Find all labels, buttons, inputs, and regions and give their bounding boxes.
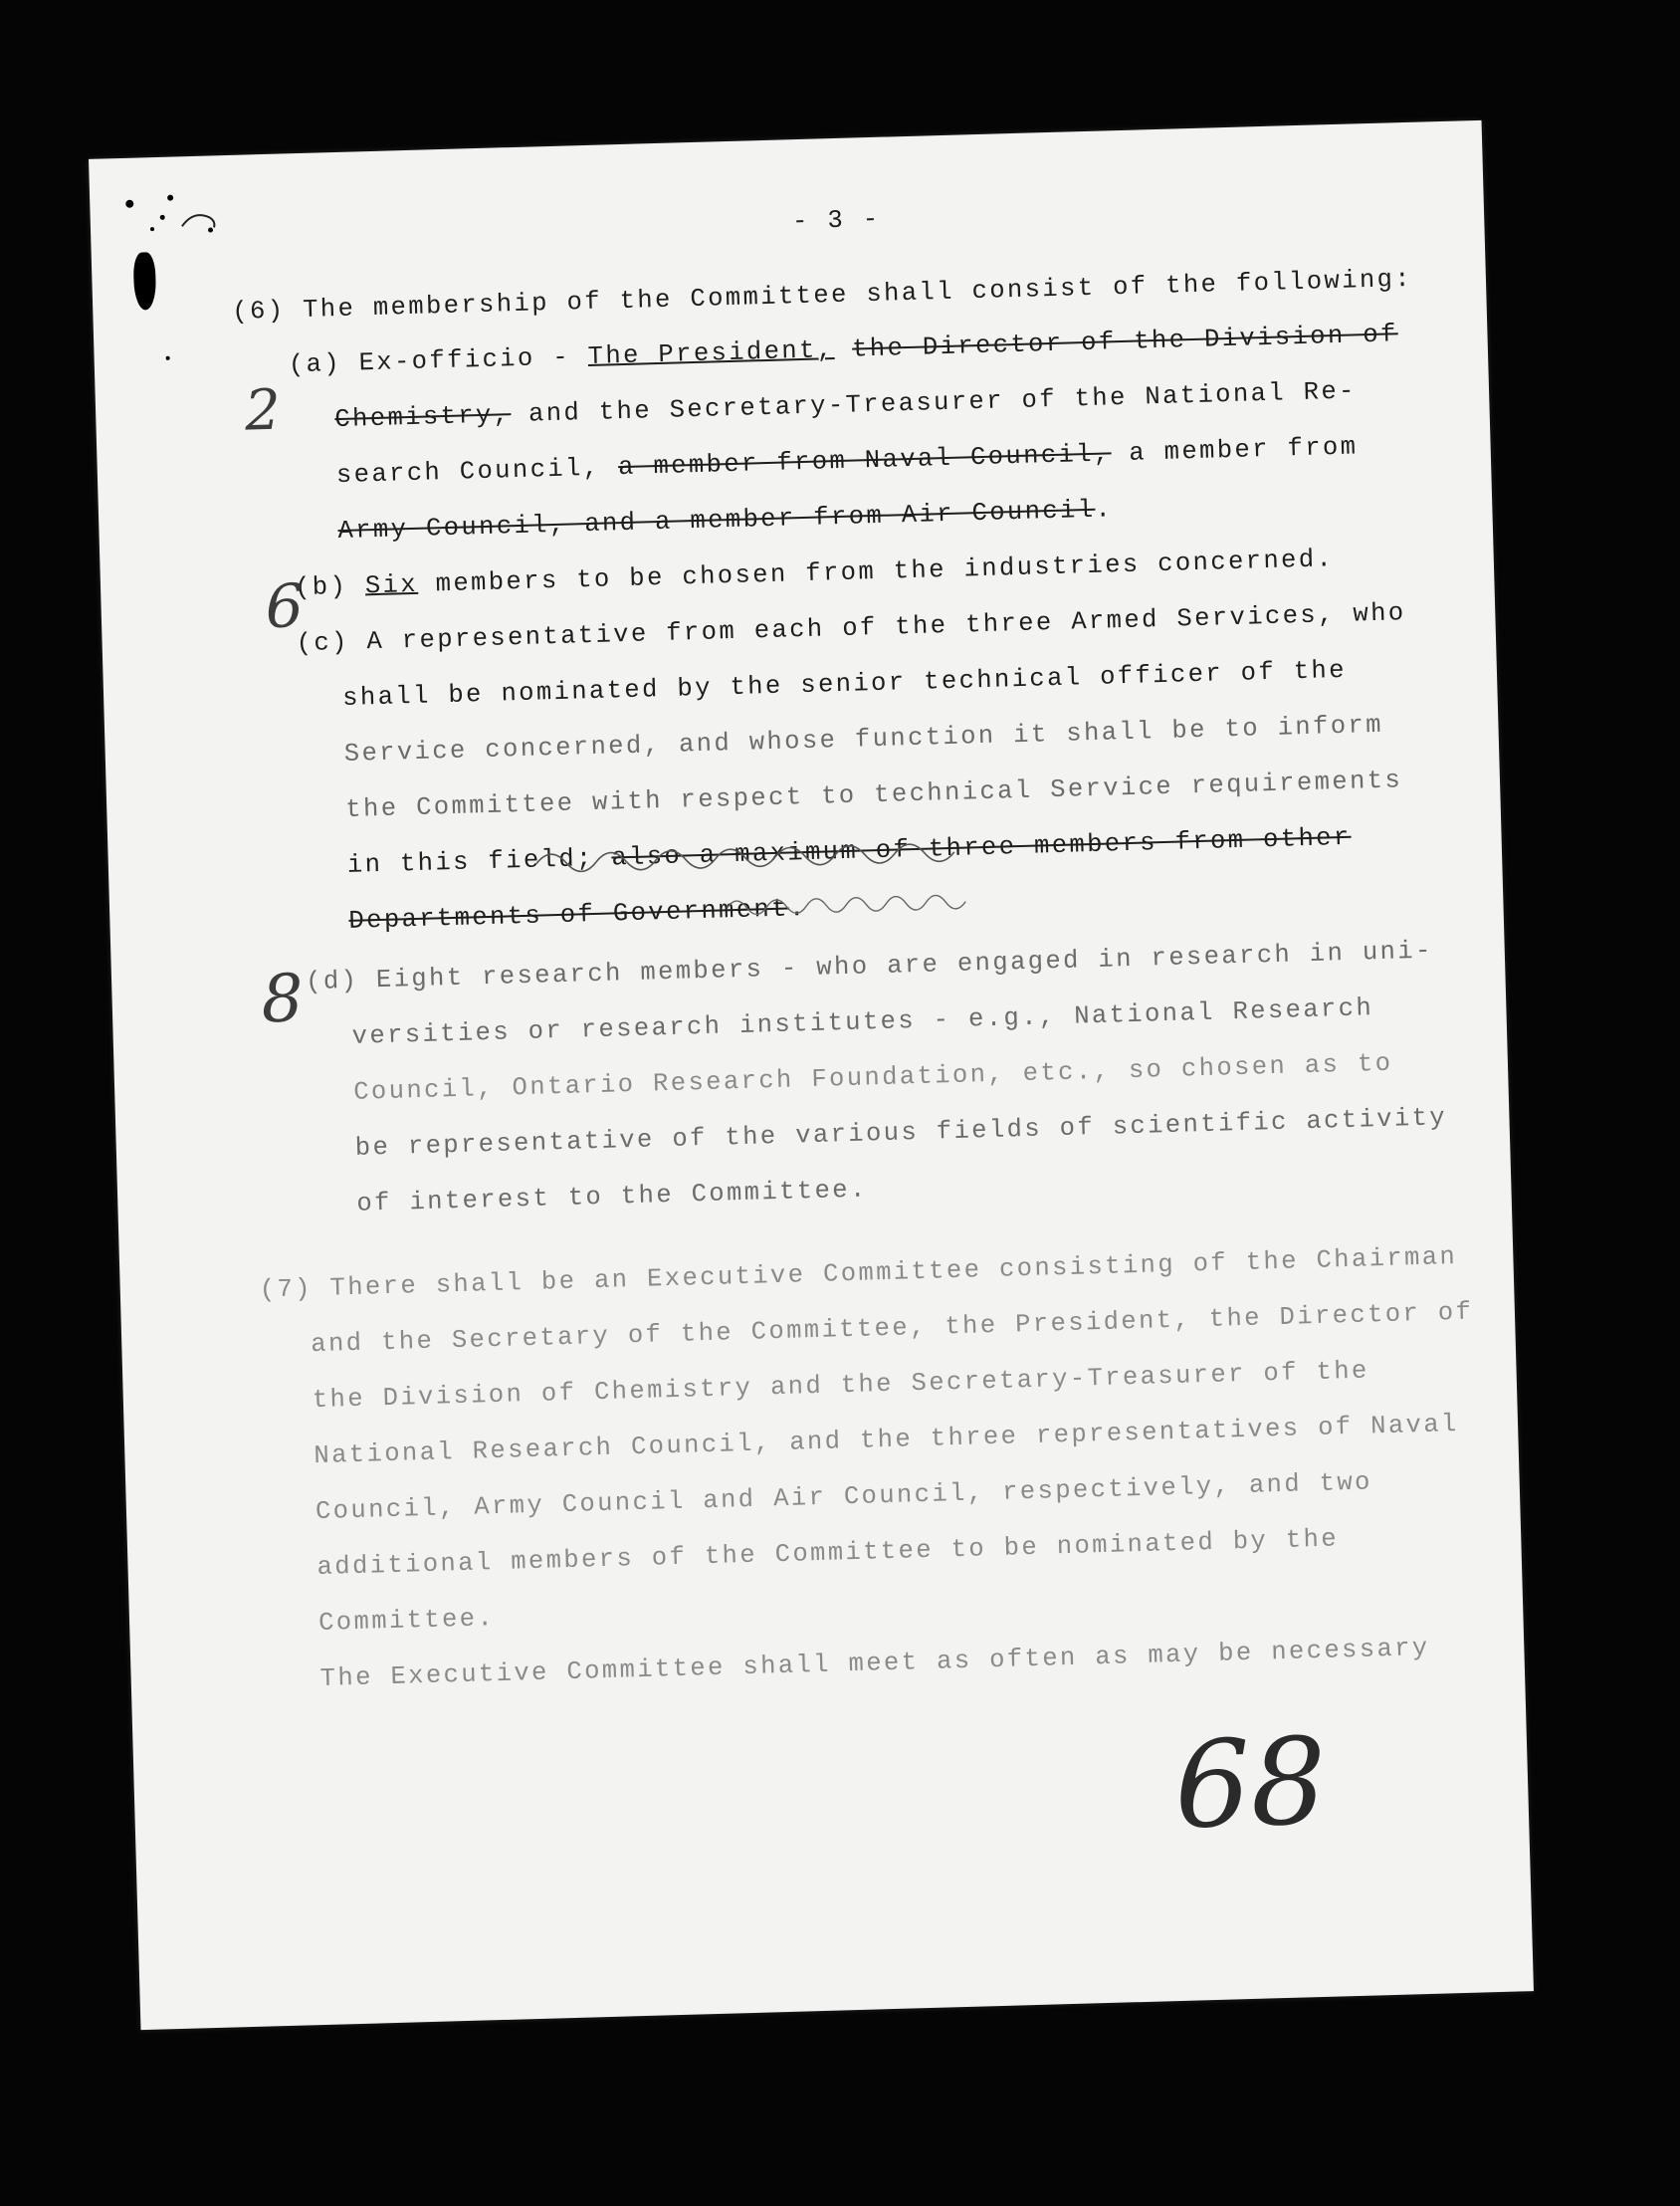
section-7-line1: (7) There shall be an Executive Committee consisting of the Chairman	[259, 1241, 1458, 1305]
section-7-line6: additional members of the Committee to be nominated by the	[316, 1524, 1340, 1583]
margin-number-6: 6	[264, 571, 305, 643]
president-text: The President,	[587, 335, 835, 371]
section-6a-line1	[289, 322, 1399, 378]
pen-scribble	[525, 819, 1046, 933]
section-7-line4: National Research Council, and the three representatives of Naval	[314, 1409, 1460, 1471]
document-page	[89, 120, 1534, 2030]
section-6d-line3: Council, Ontario Research Foundation, etc., so chosen as to	[352, 1048, 1393, 1107]
page-total-68: 68	[1172, 1712, 1329, 1857]
section-7-line5: Council, Army Council and Air Council, respectively, and two	[315, 1467, 1373, 1527]
section-7-line7: Committee.	[317, 1604, 496, 1639]
section-6c-line4: the Committee with respect to technical Service requirements	[344, 766, 1403, 824]
section-6a-label: (a) Ex-officio -	[288, 341, 589, 380]
section-6c-line2: shall be nominated by the senior technical officer of the	[341, 655, 1348, 713]
section-6d-line5: of interest to the Committee.	[356, 1175, 869, 1218]
section-6d-line1: (d) Eight research members - who are engaged in research in uni-	[305, 936, 1434, 997]
section-6a-line3-start: search Council,	[335, 453, 619, 491]
ink-speck	[160, 215, 165, 220]
ink-hook-mark	[179, 207, 220, 232]
section-6a-line4-end: .	[1095, 495, 1114, 525]
section-7-line8: The Executive Committee shall meet as often as may be necessary	[319, 1633, 1430, 1694]
struck-chemistry-text: Chemistry,	[334, 400, 512, 435]
ink-speck	[125, 200, 133, 208]
section-6a-line2	[334, 376, 1358, 435]
section-6c-line3: Service concerned, and whose function it shall be to inform	[343, 710, 1384, 769]
ink-blot	[133, 252, 157, 311]
section-6a-line3	[335, 432, 1359, 491]
section-6b-text: members to be chosen from the industries concerned.	[417, 545, 1335, 599]
section-6c-line5-start: in this field;	[346, 843, 612, 880]
ink-speck	[150, 227, 154, 231]
section-6a-line3-end: a member from	[1111, 432, 1359, 469]
section-6b-label: (b)	[294, 571, 366, 603]
ink-speck	[167, 195, 173, 201]
struck-other-depts-text: also a maximum of three members from other	[610, 822, 1353, 873]
page-number: - 3 -	[791, 204, 881, 237]
section-7-line3: the Division of Chemistry and the Secretary-Treasurer of the	[312, 1356, 1370, 1416]
section-6a-line4	[337, 495, 1114, 547]
struck-director-text: the Director of the Division of	[851, 320, 1399, 364]
struck-government-text: Departments of Government	[348, 894, 790, 936]
margin-number-2: 2	[244, 377, 282, 444]
section-6d-line4: be representative of the various fields of scientific activity	[354, 1103, 1448, 1163]
margin-number-8: 8	[260, 960, 305, 1038]
struck-army-air-text: Army Council, and a member from Air Council	[337, 495, 1096, 547]
section-7-line2: and the Secretary of the Committee, the President, the Director of	[310, 1297, 1474, 1360]
struck-naval-text: a member from Naval Council,	[617, 439, 1113, 483]
section-6a-line2-text: and the Secretary-Treasurer of the National Re-	[510, 376, 1358, 430]
section-6c-line6-end: .	[788, 894, 807, 924]
section-6d-line2: versities or research institutes - e.g., National Research	[351, 993, 1374, 1051]
ink-speck	[166, 356, 170, 360]
six-text: Six	[364, 569, 419, 601]
section-6-intro: (6) The membership of the Committee shall consist of the following:	[231, 264, 1413, 327]
section-6c-line1: (c) A representative from each of the three Armed Services, who	[296, 598, 1406, 659]
section-6b	[295, 547, 1335, 601]
